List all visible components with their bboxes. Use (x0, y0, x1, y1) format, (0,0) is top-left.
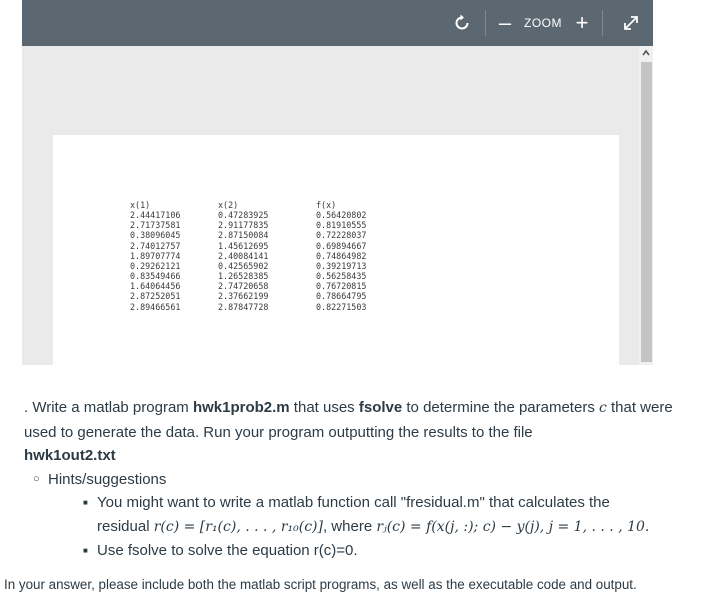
question-paragraph (24, 396, 684, 468)
document-viewer (22, 0, 653, 365)
footer-instruction: In your answer, please include both the matlab script programs, as well as the executable code and output. (4, 577, 637, 592)
cell: 2.91177835 (218, 220, 269, 231)
output-filename: hwk1out2.txt (24, 447, 116, 464)
cell: 0.39219713 (316, 260, 367, 271)
cell: 0.38096045 (130, 230, 181, 241)
cell: 0.29262121 (130, 260, 181, 271)
hint-item-2: ■ Use fsolve to solve the equation r(c)=0. (48, 539, 684, 563)
residual-formula: r(c) = [r₁(c), . . . , r₁₀(c)] (153, 518, 323, 535)
header-fx: f(x) (316, 200, 337, 210)
text-run: to determine the parameters (402, 399, 599, 416)
hints-item (24, 468, 684, 563)
cell: 0.76720815 (316, 281, 367, 292)
cell: 0.69894667 (316, 240, 367, 251)
chevron-up-icon (641, 48, 651, 58)
column-x1 (130, 200, 218, 312)
script-filename: hwk1prob2.m (192, 399, 290, 416)
viewer-toolbar (22, 0, 653, 46)
text-run: that uses (289, 399, 359, 416)
zoom-out-button[interactable]: – (498, 10, 512, 35)
hint-text: residual (97, 517, 154, 535)
cell: 2.44417106 (130, 210, 181, 221)
hint-item-1 (48, 491, 684, 539)
cell: 2.71737581 (130, 220, 181, 231)
cell: 1.89707774 (130, 250, 181, 261)
text-run: . Write a matlab program (24, 399, 193, 416)
cell: 0.56420802 (316, 210, 367, 221)
zoom-label: ZOOM (524, 16, 562, 30)
cell: 2.87150084 (218, 230, 269, 241)
param-symbol: c (598, 400, 607, 416)
function-name: fsolve (358, 399, 403, 416)
cell: 0.42565902 (218, 260, 269, 271)
cell: 0.82271503 (316, 301, 367, 312)
rotate-button[interactable] (445, 0, 479, 46)
cell: 2.74720658 (218, 281, 269, 292)
cell: 2.40084141 (218, 250, 269, 261)
residual-component-formula: rⱼ(c) = f(x(j, :); c) − y(j), j = 1, . . . , 10. (376, 518, 650, 535)
scrollbar-thumb[interactable] (641, 62, 652, 362)
cell: 2.87252051 (130, 291, 181, 302)
cell: 1.45612695 (218, 240, 269, 251)
cell: 2.74012757 (130, 240, 181, 251)
cell: 0.78664795 (316, 291, 367, 302)
vertical-scrollbar[interactable] (639, 46, 653, 365)
scroll-up-arrow[interactable] (639, 46, 653, 60)
zoom-in-button[interactable]: + (575, 10, 589, 35)
column-fx (316, 200, 366, 312)
cell: 2.89466561 (130, 301, 181, 312)
hints-sublist (48, 491, 684, 563)
header-x2: x(2) (218, 200, 239, 210)
toolbar-divider (485, 10, 486, 36)
hint-text: You might want to write a matlab function call "fresidual.m" that calculates the (97, 494, 610, 511)
cell: 2.87847728 (218, 301, 269, 312)
cell: 0.81910555 (316, 220, 367, 231)
fullscreen-button[interactable] (609, 0, 653, 46)
cell: 1.64064456 (130, 281, 181, 292)
cell: 2.37662199 (218, 291, 269, 302)
question-text (24, 396, 684, 563)
cell: 0.74864982 (316, 250, 367, 261)
cell: 0.56258435 (316, 271, 367, 282)
expand-icon (622, 14, 640, 32)
hints-label: Hints/suggestions (48, 470, 167, 488)
text-run: that were used to generate the data. Run your program outputting the results to the file (24, 399, 673, 441)
header-x1: x(1) (130, 200, 151, 210)
rotate-icon (452, 13, 472, 33)
toolbar-divider (602, 10, 603, 36)
cell: 0.47283925 (218, 210, 269, 221)
cell: 0.83549466 (130, 271, 181, 282)
hints-list (24, 468, 684, 563)
cell: 1.26528385 (218, 271, 269, 282)
hint-text: , where (322, 517, 377, 535)
cell: 0.72228037 (316, 230, 367, 241)
column-x2 (218, 200, 316, 312)
document-page (53, 135, 619, 365)
data-table (130, 200, 366, 312)
